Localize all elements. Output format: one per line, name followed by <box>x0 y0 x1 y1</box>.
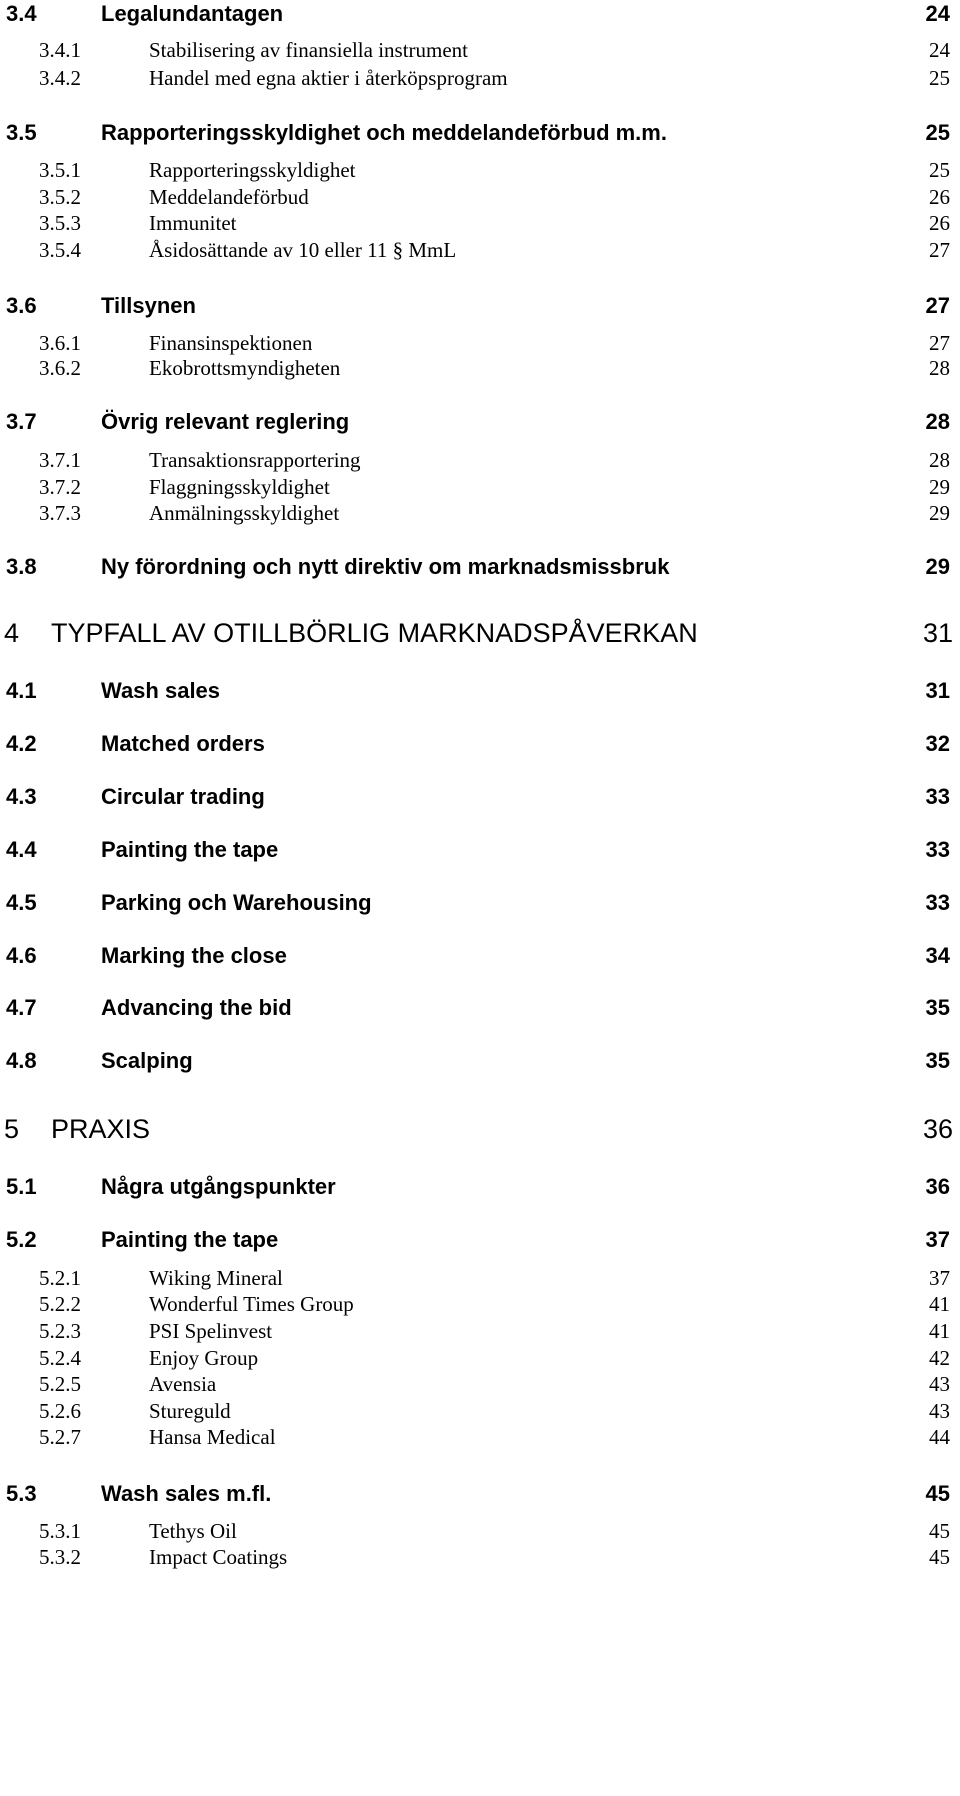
toc-number: 5.2.3 <box>39 1319 81 1343</box>
toc-page-number: 24 <box>925 1 950 26</box>
toc-number: 5.2.2 <box>39 1292 81 1316</box>
toc-title: Stabilisering av finansiella instrument <box>149 38 469 62</box>
toc-title: Scalping <box>101 1048 193 1073</box>
toc-page-number: 26 <box>929 185 950 209</box>
toc-page-number: 28 <box>929 356 950 380</box>
toc-title: Wash sales <box>101 678 221 703</box>
toc-page-number: 25 <box>929 158 950 182</box>
toc-number: 5.2.6 <box>39 1399 81 1423</box>
toc-page-number: 42 <box>929 1346 950 1370</box>
toc-title: Hansa Medical <box>149 1425 276 1449</box>
toc-title: Anmälningsskyldighet <box>149 501 340 525</box>
toc-title: Painting the tape <box>101 1227 279 1252</box>
toc-page-number: 43 <box>929 1372 950 1396</box>
toc-page-number: 29 <box>929 475 950 499</box>
toc-page-number: 34 <box>925 943 950 968</box>
toc-number: 4.3 <box>6 784 37 809</box>
toc-page-number: 25 <box>925 120 950 145</box>
toc-number: 3.4.2 <box>39 66 81 90</box>
toc-page-number: 26 <box>929 211 950 235</box>
toc-title: Painting the tape <box>101 837 279 862</box>
toc-title: Meddelandeförbud <box>149 185 309 209</box>
toc-page-number: 45 <box>929 1545 950 1569</box>
toc-title: Circular trading <box>101 784 265 809</box>
toc-number: 3.5.2 <box>39 185 81 209</box>
toc-title: TYPFALL AV OTILLBÖRLIG MARKNADSPÅVERKAN <box>51 618 698 648</box>
toc-page-number: 29 <box>925 554 950 579</box>
toc-title: Wash sales m.fl. <box>101 1481 272 1506</box>
toc-title: Immunitet <box>149 211 237 235</box>
toc-number: 3.7.2 <box>39 475 81 499</box>
toc-page-number: 27 <box>929 238 950 262</box>
toc-page-number: 41 <box>929 1292 950 1316</box>
toc-number: 3.7.3 <box>39 501 81 525</box>
toc-number: 5.2.5 <box>39 1372 81 1396</box>
toc-page-number: 27 <box>929 331 950 355</box>
toc-title: Wonderful Times Group <box>149 1292 354 1316</box>
toc-page-number: 37 <box>929 1266 950 1290</box>
toc-title: Impact Coatings <box>149 1545 288 1569</box>
toc-title: Övrig relevant reglering <box>101 409 350 434</box>
toc-title: Tethys Oil <box>149 1519 237 1543</box>
toc-number: 5.1 <box>6 1174 37 1199</box>
toc-title: Stureguld <box>149 1399 231 1423</box>
toc-number: 4.7 <box>6 995 37 1020</box>
toc-number: 3.7.1 <box>39 448 81 472</box>
toc-number: 3.5.1 <box>39 158 81 182</box>
toc-page-number: 31 <box>925 678 950 703</box>
toc-number: 3.6 <box>6 293 37 318</box>
toc-page-number: 36 <box>925 1174 950 1199</box>
toc-number: 3.5.4 <box>39 238 81 262</box>
toc-number: 5.2.4 <box>39 1346 81 1370</box>
toc-page-number: 33 <box>925 784 950 809</box>
toc-page-number: 28 <box>925 409 950 434</box>
toc-title: Rapporteringsskyldighet <box>149 158 356 182</box>
toc-page-number: 27 <box>925 293 950 318</box>
toc-title: Några utgångspunkter <box>101 1174 336 1199</box>
toc-page-number: 37 <box>925 1227 950 1252</box>
toc-number: 3.6.2 <box>39 356 81 380</box>
toc-page-number: 45 <box>925 1481 950 1506</box>
toc-title: Parking och Warehousing <box>101 890 372 915</box>
toc-title: Finansinspektionen <box>149 331 313 355</box>
toc-number: 5.2 <box>6 1227 37 1252</box>
toc-number: 5.3 <box>6 1481 37 1506</box>
toc-page-number: 35 <box>925 995 950 1020</box>
toc-number: 5.2.7 <box>39 1425 81 1449</box>
toc-page-number: 45 <box>929 1519 950 1543</box>
toc-number: 4.8 <box>6 1048 37 1073</box>
toc-title: Ekobrottsmyndigheten <box>149 356 341 380</box>
toc-page-number: 35 <box>925 1048 950 1073</box>
toc-title: Tillsynen <box>101 293 196 318</box>
toc-title: Legalundantagen <box>101 1 284 26</box>
toc-number: 4 <box>4 618 20 648</box>
toc-number: 3.4 <box>6 1 37 26</box>
toc-page-number: 32 <box>925 731 950 756</box>
toc-number: 3.8 <box>6 554 37 579</box>
toc-title: Handel med egna aktier i återköpsprogram <box>149 66 508 90</box>
toc-number: 5.3.2 <box>39 1545 81 1569</box>
toc-title: Åsidosättande av 10 eller 11 § MmL <box>149 238 457 262</box>
toc-number: 3.5.3 <box>39 211 81 235</box>
toc-title: Rapporteringsskyldighet och meddelandeförbud m.m. <box>101 120 667 145</box>
toc-page-number: 41 <box>929 1319 950 1343</box>
toc-page-number: 36 <box>922 1114 953 1144</box>
toc-title: Advancing the bid <box>101 995 292 1020</box>
toc-page-number: 33 <box>925 837 950 862</box>
toc-number: 4.4 <box>6 837 37 862</box>
toc-title: PSI Spelinvest <box>149 1319 273 1343</box>
toc-number: 4.6 <box>6 943 37 968</box>
toc-title: Avensia <box>149 1372 217 1396</box>
toc-page-number: 28 <box>929 448 950 472</box>
toc-number: 5 <box>4 1114 20 1144</box>
toc-title: Matched orders <box>101 731 265 756</box>
toc-title: PRAXIS <box>51 1114 151 1144</box>
toc-title: Flaggningsskyldighet <box>149 475 330 499</box>
toc-number: 3.7 <box>6 409 37 434</box>
toc-title: Ny förordning och nytt direktiv om marknadsmissbruk <box>101 554 670 579</box>
toc-number: 3.6.1 <box>39 331 81 355</box>
toc-number: 5.2.1 <box>39 1266 81 1290</box>
toc-number: 3.5 <box>6 120 37 145</box>
toc-page-number: 33 <box>925 890 950 915</box>
toc-number: 4.1 <box>6 678 37 703</box>
toc-page-number: 25 <box>929 66 950 90</box>
toc-number: 4.5 <box>6 890 37 915</box>
toc-number: 3.4.1 <box>39 38 81 62</box>
toc-number: 5.3.1 <box>39 1519 81 1543</box>
toc-page-number: 43 <box>929 1399 950 1423</box>
toc-number: 4.2 <box>6 731 37 756</box>
toc-title: Wiking Mineral <box>149 1266 283 1290</box>
toc-title: Enjoy Group <box>149 1346 259 1370</box>
toc-title: Marking the close <box>101 943 287 968</box>
toc-page-number: 44 <box>929 1425 950 1449</box>
toc-page-number: 24 <box>929 38 950 62</box>
toc-page-number: 29 <box>929 501 950 525</box>
toc-page-number: 31 <box>922 618 953 648</box>
toc-title: Transaktionsrapportering <box>149 448 361 472</box>
